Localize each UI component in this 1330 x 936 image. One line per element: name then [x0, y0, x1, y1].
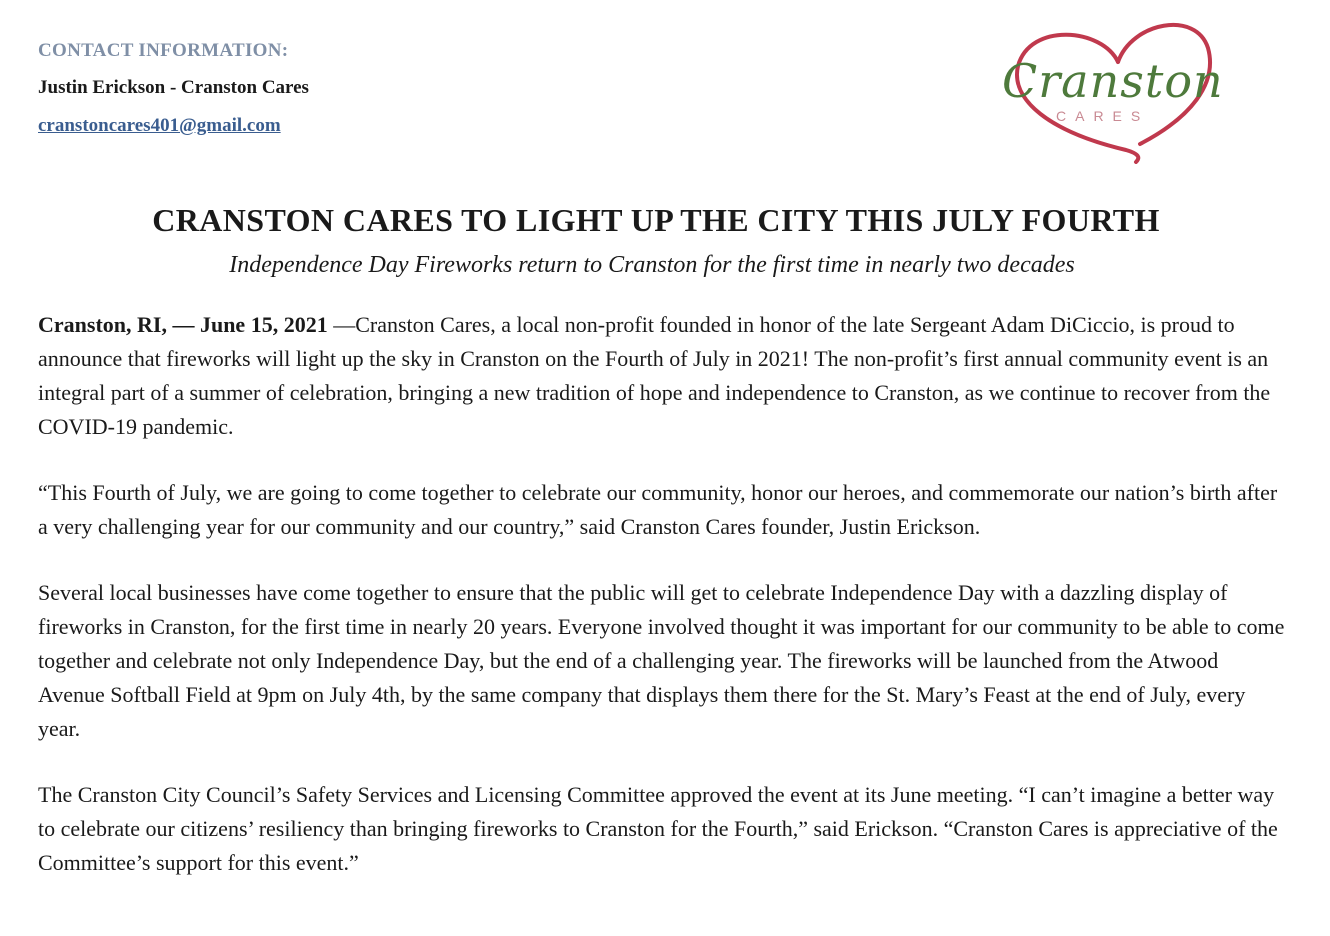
- logo-script-text: Cranston: [1002, 54, 1224, 108]
- contact-block: [38, 38, 309, 139]
- paragraph-1-text: —Cranston Cares, a local non-profit founded in honor of the late Sergeant Adam DiCiccio, is proud to announce that fireworks will light up the sky in Cranston on the Fourth of July in 2021! The non-profit’s first annual community event is an integral part of a summer of celebration, bringing a new tradition of hope and independence to Cranston, as we continue to recover from the COVID-19 pandemic.: [38, 312, 1271, 439]
- headline: CRANSTON CARES TO LIGHT UP THE CITY THIS JULY FOURTH: [152, 202, 1160, 238]
- cranston-cares-logo: [990, 14, 1260, 164]
- contact-label: CONTACT INFORMATION:: [38, 40, 289, 61]
- dateline: Cranston, RI, — June 15, 2021: [38, 312, 328, 337]
- paragraph-2: “This Fourth of July, we are going to come together to celebrate our community, honor our heroes, and commemorate our nation’s birth after a very challenging year for our community and our country,” said Cranston Cares founder, Justin Erickson.: [38, 480, 1278, 539]
- subheadline: Independence Day Fireworks return to Cranston for the first time in nearly two decades: [229, 252, 1075, 278]
- contact-email-link[interactable]: cranstoncares401@gmail.com: [38, 115, 281, 136]
- body-text: [38, 308, 1288, 912]
- paragraph-4: The Cranston City Council’s Safety Services and Licensing Committee approved the event at its June meeting. “I can’t imagine a better way to celebrate our citizens’ resiliency than bringing fireworks to Cranston for the Fourth,” said Erickson. “Cranston Cares is appreciative of the Committee’s support for this event.”: [38, 782, 1278, 875]
- contact-name: Justin Erickson - Cranston Cares: [38, 77, 309, 98]
- paragraph-1: [38, 308, 1288, 444]
- paragraph-3: Several local businesses have come together to ensure that the public will get to celebrate Independence Day with a dazzling display of fireworks in Cranston, for the first time in nearly 20 years. Everyone involved thought it was important for our community to be able to come together and celebrate not only Independence Day, but the end of a challenging year. The fireworks will be launched from the Atwood Avenue Softball Field at 9pm on July 4th, by the same company that displays them there for the St. Mary’s Feast at the end of July, every year.: [38, 580, 1285, 741]
- logo-sub-text: CARES: [1056, 108, 1150, 124]
